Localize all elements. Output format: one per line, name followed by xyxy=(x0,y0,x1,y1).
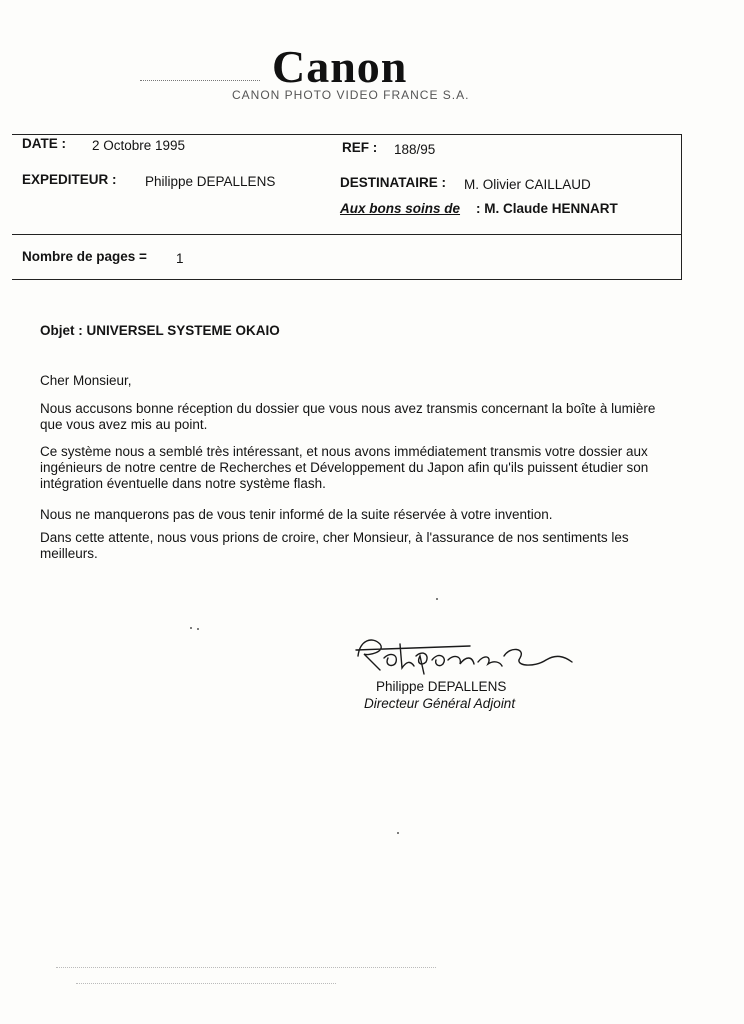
paper-speck xyxy=(197,628,199,630)
paper-speck xyxy=(397,832,399,834)
date-value: 2 Octobre 1995 xyxy=(92,138,186,153)
attention-value: : M. Claude HENNART xyxy=(476,201,618,216)
paper-speck xyxy=(190,627,192,629)
pages-label: Nombre de pages = xyxy=(22,249,147,264)
paragraph-1: Nous accusons bonne réception du dossier que vous nous avez transmis concernant la boîte à lumière que vous avez mis au point. xyxy=(40,401,656,432)
sender-label: EXPEDITEUR : xyxy=(22,172,117,187)
paragraph-2: Ce système nous a semblé très intéressant, et nous avons immédiatement transmis votre dossier aux ingénieurs de notre centre de Recherches et Développement du Japon afin qu'ils puissent étudier son intégration éventuelle dans notre système flash. xyxy=(40,444,649,491)
canon-logo: Canon xyxy=(272,41,408,92)
signatory-title: Directeur Général Adjoint xyxy=(364,696,516,711)
sender-value: Philippe DEPALLENS xyxy=(145,174,276,189)
signatory-name: Philippe DEPALLENS xyxy=(376,679,507,694)
footer-line-1 xyxy=(56,967,436,968)
ref-value: 188/95 xyxy=(394,142,436,157)
paper-speck xyxy=(436,598,438,600)
header-divider xyxy=(12,234,682,235)
pages-value: 1 xyxy=(176,251,184,266)
paragraph-3: Nous ne manquerons pas de vous tenir informé de la suite réservée à votre invention. xyxy=(40,507,553,522)
date-label: DATE : xyxy=(22,136,66,151)
recipient-label: DESTINATAIRE : xyxy=(340,175,446,190)
logo-rule-left xyxy=(140,80,260,81)
letter-subject: Objet : UNIVERSEL SYSTEME OKAIO xyxy=(40,323,280,338)
paragraph-4: Dans cette attente, nous vous prions de croire, cher Monsieur, à l'assurance de nos sentiments les meilleurs. xyxy=(40,530,629,561)
recipient-value: M. Olivier CAILLAUD xyxy=(464,177,591,192)
attention-label: Aux bons soins de xyxy=(340,201,461,216)
ref-label: REF : xyxy=(342,140,378,155)
company-subtitle: CANON PHOTO VIDEO FRANCE S.A. xyxy=(232,88,470,102)
handwritten-signature xyxy=(350,626,580,676)
salutation: Cher Monsieur, xyxy=(40,373,132,388)
footer-line-2 xyxy=(76,983,336,984)
